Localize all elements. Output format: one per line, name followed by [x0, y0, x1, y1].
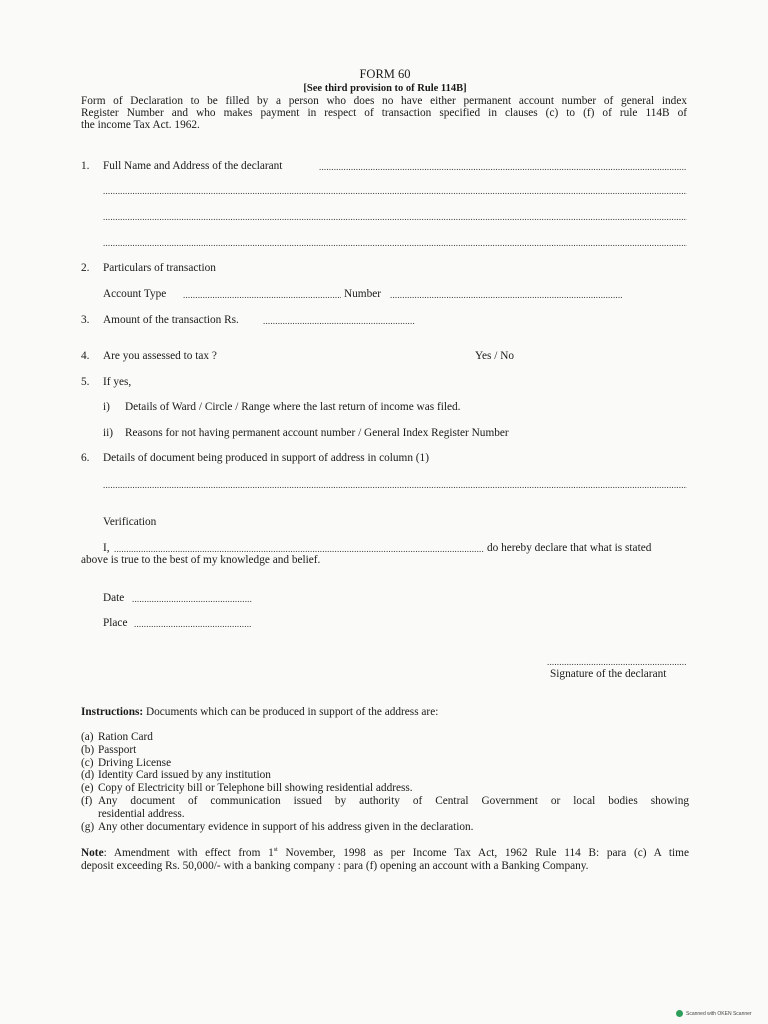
amount-field[interactable] — [263, 315, 415, 328]
place-label: Place — [103, 617, 128, 629]
item-number-2: 2. — [81, 262, 90, 274]
declarant-i-label: I, — [103, 542, 110, 554]
list-item-text: Any document of communication issued by authority of Central Government or local bodies showing — [98, 794, 689, 807]
sub-item-ii-number: ii) — [103, 427, 114, 439]
account-type-field[interactable] — [183, 289, 341, 302]
amendment-note — [81, 844, 689, 872]
item-number-5: 5. — [81, 376, 90, 388]
list-item — [81, 782, 689, 795]
scanner-logo-icon — [676, 1010, 683, 1017]
transaction-particulars-label: Particulars of transaction — [103, 262, 216, 274]
address-field-line-2[interactable] — [103, 211, 687, 224]
note-text-b: November, 1998 as per Income Tax Act, 1962 Rule 114 B: para (c) A time — [277, 846, 689, 859]
list-item-label: (g) — [81, 820, 95, 833]
note-label: Note — [81, 846, 104, 859]
form-title: FORM 60 — [359, 67, 411, 81]
list-item-label: (b) — [81, 743, 95, 756]
list-item-text: Ration Card — [98, 731, 153, 743]
intro-line-1: Form of Declaration to be filled by a person who does no have either permanent account number of general index — [81, 95, 687, 107]
list-item-label: (c) — [81, 756, 94, 769]
form-subtitle: [See third provision to of Rule 114B] — [303, 83, 467, 94]
account-type-label: Account Type — [103, 288, 167, 300]
list-item-label: (f) — [81, 794, 93, 807]
note-ordinal-suffix: st — [273, 847, 278, 853]
note-line-1 — [81, 844, 689, 860]
intro-line-3: the income Tax Act. 1962. — [81, 119, 200, 132]
list-item-text: Any other documentary evidence in support of his address given in the declaration. — [98, 820, 474, 833]
assessed-to-tax-label: Are you assessed to tax ? — [103, 350, 217, 362]
list-item-text: Passport — [98, 743, 137, 756]
address-document-field[interactable] — [103, 479, 687, 492]
sub-item-i-number: i) — [103, 401, 110, 413]
signature-label: Signature of the declarant — [550, 668, 667, 680]
item-number-1: 1. — [81, 160, 90, 172]
intro-line-2: Register Number and who makes payment in respect of transaction specified in clauses (c) to (f) of rule 114B of — [81, 107, 687, 120]
amount-label: Amount of the transaction Rs. — [103, 314, 239, 326]
instructions — [81, 706, 438, 719]
item-number-6: 6. — [81, 452, 90, 464]
list-item — [81, 821, 689, 834]
list-item — [81, 744, 689, 757]
instructions-label: Instructions: — [81, 706, 144, 718]
no-pan-reasons-label: Reasons for not having permanent account number / General Index Register Number — [125, 427, 509, 439]
place-field[interactable] — [134, 618, 252, 631]
address-document-label: Details of document being produced in support of address in column (1) — [103, 452, 429, 464]
yes-no-option[interactable]: Yes / No — [475, 350, 515, 362]
declaration-text-tail: do hereby declare that what is stated — [487, 542, 652, 554]
note-text-a: : Amendment with effect from 1 — [103, 846, 274, 859]
scanner-watermark-text: Scanned with OKEN Scanner — [686, 1010, 752, 1017]
list-item-text: Driving License — [98, 756, 172, 769]
list-item-label: (d) — [81, 769, 95, 782]
list-item-text-continued: residential address. — [98, 807, 185, 820]
full-name-label: Full Name and Address of the declarant — [103, 160, 283, 172]
scanner-watermark — [676, 1010, 752, 1017]
date-label: Date — [103, 592, 125, 604]
list-item — [81, 795, 689, 821]
if-yes-label: If yes, — [103, 376, 132, 388]
list-item-text: Copy of Electricity bill or Telephone bill showing residential address. — [98, 782, 413, 795]
full-name-field[interactable] — [319, 161, 687, 174]
list-item-text: Identity Card issued by any institution — [98, 769, 271, 782]
item-number-3: 3. — [81, 314, 90, 326]
address-field-line-1[interactable] — [103, 185, 687, 198]
list-item-label: (a) — [81, 731, 94, 743]
list-item — [81, 757, 689, 770]
address-document-list — [81, 731, 689, 833]
account-number-field[interactable] — [390, 289, 622, 302]
number-label: Number — [344, 288, 382, 300]
ward-circle-range-label: Details of Ward / Circle / Range where the last return of income was filed. — [125, 401, 461, 413]
instructions-text: Documents which can be produced in support of the address are: — [145, 706, 439, 718]
verification-heading: Verification — [103, 516, 157, 528]
list-item-label: (e) — [81, 782, 94, 795]
list-item — [81, 731, 689, 744]
item-number-4: 4. — [81, 350, 90, 362]
date-field[interactable] — [132, 593, 252, 606]
address-field-line-3[interactable] — [103, 237, 687, 250]
list-item — [81, 769, 689, 782]
form-intro — [81, 95, 687, 132]
note-line-2: deposit exceeding Rs. 50,000/- with a banking company : para (f) opening an account with a Banking Company. — [81, 859, 589, 872]
declaration-text-line-2: above is true to the best of my knowledge and belief. — [81, 554, 321, 566]
